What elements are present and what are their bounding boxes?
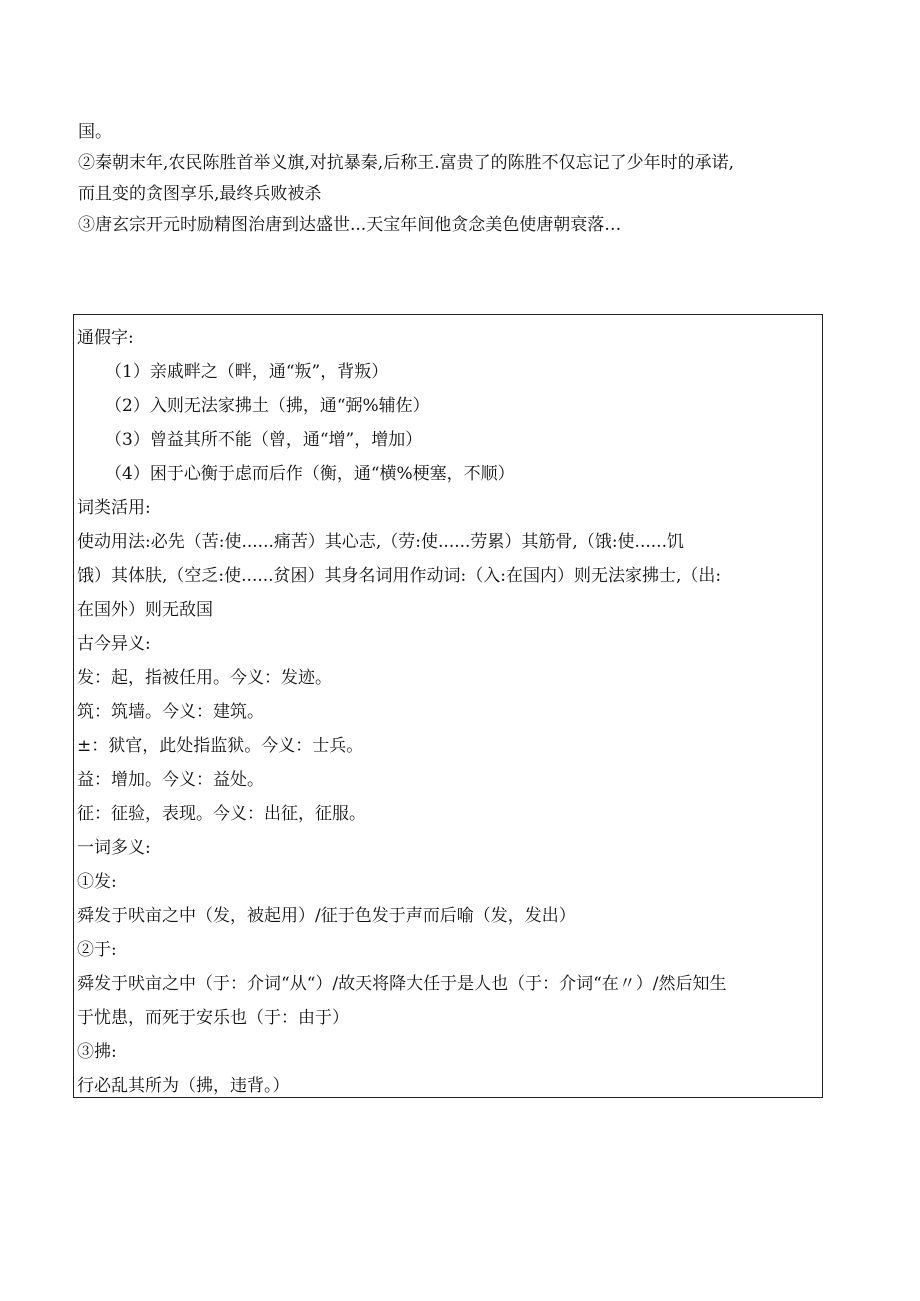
duoyi-line: 行必乱其所为（拂，违背。） <box>77 1076 290 1096</box>
intro-line: ③唐玄宗开元时励精图治唐到达盛世...天宝年间他贪念美色使唐朝衰落… <box>78 215 622 235</box>
notes-table <box>73 314 823 1098</box>
section-title-tongjia: 通假字: <box>77 328 134 348</box>
intro-line: 而且变的贪图享乐,最终兵败被杀 <box>78 184 322 204</box>
tongjia-item: （4）困于心衡于虑而后作（衡，通“横%梗塞，不顺） <box>105 464 515 484</box>
tongjia-item: （2）入则无法家拂土（拂，通“弼%辅佐） <box>105 396 430 416</box>
gujin-item: 发：起，指被任用。今义：发迹。 <box>77 668 332 688</box>
gujin-item: ±：狱官，此处指监狱。今义：士兵。 <box>77 736 364 756</box>
section-title-duoyi: 一词多义: <box>77 838 151 858</box>
intro-line: ②秦朝末年,农民陈胜首举义旗,对抗暴秦,后称王.富贵了的陈胜不仅忘记了少年时的承诺, <box>78 153 735 173</box>
section-title-cilei: 词类活用: <box>77 498 151 518</box>
duoyi-line: ③拂: <box>77 1042 117 1062</box>
cilei-line: 饿）其体肤,（空乏:使......贫困）其身名词用作动词:（入:在国内）则无法家拂士,（出: <box>77 566 722 586</box>
duoyi-line: 于忧患，而死于安乐也（于：由于） <box>77 1008 349 1028</box>
duoyi-line: 舜发于吠亩之中（于：介词“从“）/故天将降大任于是人也（于：介词“在〃）/然后知生 <box>77 974 727 994</box>
gujin-item: 筑：筑墙。今义：建筑。 <box>77 702 264 722</box>
gujin-item: 征：征验，表现。今义：出征，征服。 <box>77 804 366 824</box>
tongjia-item: （1）亲戚畔之（畔，通“叛”，背叛） <box>105 362 389 382</box>
tongjia-item: （3）曾益其所不能（曾，通“增”，增加） <box>105 430 423 450</box>
intro-paragraph <box>78 118 838 242</box>
duoyi-line: ①发: <box>77 872 117 892</box>
gujin-item: 益：增加。今义：益处。 <box>77 770 264 790</box>
intro-line: 国。 <box>78 122 112 142</box>
cilei-line: 使动用法:必先（苦:使......痛苦）其心志,（劳:使......劳累）其筋骨,（饿:使......饥 <box>77 532 684 552</box>
duoyi-line: 舜发于吠亩之中（发，被起用）/征于色发于声而后喻（发，发出） <box>77 906 576 926</box>
cilei-line: 在国外）则无敌国 <box>77 600 213 620</box>
section-title-gujin: 古今异义: <box>77 634 151 654</box>
duoyi-line: ②于: <box>77 940 117 960</box>
notes-content <box>77 321 819 1103</box>
